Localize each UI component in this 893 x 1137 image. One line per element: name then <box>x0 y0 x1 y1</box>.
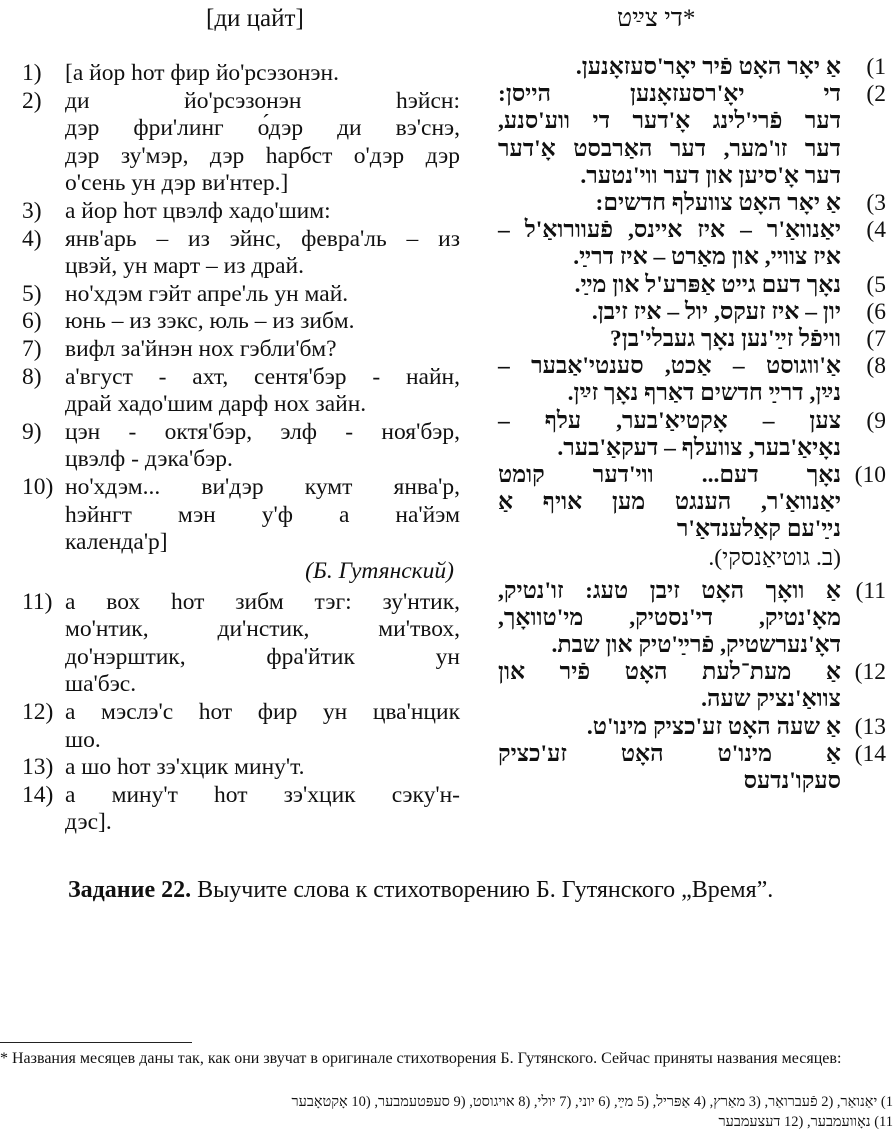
right-verse-number: (3 <box>866 190 886 217</box>
right-verse-text <box>498 217 841 271</box>
left-verse-text <box>65 589 460 699</box>
right-verse-line: צוואַ'נציק שעה. <box>701 686 841 713</box>
right-verse <box>498 659 886 713</box>
right-verse <box>498 54 886 81</box>
left-verse-number: 9) <box>22 418 42 445</box>
right-verse-text <box>498 659 841 713</box>
right-verse <box>498 408 886 462</box>
left-verse-line: вифл за'йнэн нох гэбли'бм? <box>65 335 337 362</box>
left-verse-text <box>65 782 460 837</box>
right-verse-line: דער פֿרי'לינג אָ'דער די ווע'סנע, <box>498 108 841 135</box>
task-label: Задание 22. <box>68 877 192 903</box>
right-verse-line: די יאָ'רסעזאָנען הייסן: <box>498 81 841 108</box>
right-verse-line: סעקו'נדעס <box>743 768 841 795</box>
right-verse <box>498 326 886 353</box>
right-verse <box>498 741 886 795</box>
right-verse-line: יאַנוואַ'ר, הענגט מען אויף אַ <box>498 489 841 516</box>
left-verse-line: цвэлф - дэка'бэр. <box>65 446 233 473</box>
right-verse-line: אַ יאָר האָט צוועלף חדשים: <box>595 190 841 217</box>
right-verse-line: דער זו'מער, דער האַרבסט אָ'דער <box>498 135 841 162</box>
right-verse-text <box>498 578 841 660</box>
left-verse-line: драй хадо'шим дарф нох зайн. <box>65 391 367 418</box>
left-verse-line: но'хдэм гэйт апре'ль ун май. <box>65 280 349 307</box>
right-verse-number: (4 <box>866 217 886 244</box>
left-verse-line: а йор hот цвэлф хадо'шим: <box>65 197 331 224</box>
left-verse-line: дэс]. <box>65 809 112 836</box>
left-verse <box>22 589 460 699</box>
right-verse <box>498 190 886 217</box>
left-column-title: [ди цайт] <box>206 5 304 32</box>
right-verse-text <box>498 272 841 299</box>
left-verse-line: а'вгуст - ахт, сентя'бэр - найн, <box>65 363 460 390</box>
right-verse-line: איז צוויי, און מאַרט – איז דרײַ. <box>573 244 841 271</box>
left-verse-line: ди йо'рсэзонэн hэйсн: <box>65 87 460 114</box>
right-verse-number: (9 <box>866 407 886 434</box>
left-verse-line: ша'бэс. <box>65 671 137 698</box>
left-verse <box>22 474 460 557</box>
left-verse-line: а мину'т hот зэ'хцик сэку'н- <box>65 781 460 808</box>
right-verse <box>498 299 886 326</box>
left-verse-text <box>65 336 460 364</box>
right-verse-line: דער אָ'סיען און דער ווי'נטער. <box>580 162 841 189</box>
footnote-divider <box>0 1042 192 1043</box>
right-verse <box>498 462 886 544</box>
left-verse-number: 3) <box>22 197 42 224</box>
footnote-text: * Названия месяцев даны так, как они звучат в оригинале стихотворения Б. Гутянского. Сейчас приняты названия месяцев: <box>0 1050 842 1067</box>
left-verse-line: [а йор hот фир йо'рсэзонэн. <box>65 60 339 86</box>
right-verse-text <box>498 299 841 326</box>
right-verse-line: אַ יאָר האָט פֿיר יאָר'סעזאָנען. <box>575 54 841 80</box>
left-verse-number: 13) <box>22 754 54 781</box>
left-verse-line: янв'арь – из эйнс, февра'ль – из <box>65 225 460 252</box>
right-verse-line: נײַ'עם קאַלענדאַ'ר <box>676 516 841 543</box>
right-verse-line: יון – איז זעקס, יול – איז זיבן. <box>591 298 841 325</box>
left-verse <box>22 60 460 88</box>
right-verse <box>498 81 886 190</box>
right-verse-line: צען – אָקטיאַ'בער, עלף – <box>498 407 841 434</box>
right-verse-number: (6 <box>866 298 886 325</box>
right-verse-number: (8 <box>866 353 886 380</box>
footnote-months-line-2: 11) נאָוועמבער, (12 דעצעמבער <box>718 1114 893 1130</box>
right-verse-number: (13 <box>854 713 886 740</box>
right-verse-text <box>498 408 841 462</box>
right-verse-line: אַ מינו'ט האָט זע'כציק <box>498 740 841 767</box>
left-verse-number: 7) <box>22 335 42 362</box>
left-verse-text <box>65 281 460 309</box>
footnote-months-line-1: 1) יאַנואַר, (2 פֿעברואַר, (3 מאַרץ, (4 אַפּריל, (5 מײַ, (6 יוני, (7 יולי, (8 אויגוסט, (9 סעפּטעמבער, (10 אָקטאָבער <box>291 1094 893 1110</box>
left-verse <box>22 308 460 336</box>
right-verse-number: (14 <box>854 740 886 767</box>
left-verse <box>22 699 460 754</box>
task-paragraph <box>22 874 860 907</box>
right-column-title: *די צײַט <box>617 5 696 32</box>
right-verse-line: נאָיאַ'בער, צוועלף – דעקאַ'בער. <box>557 434 841 461</box>
left-verse-number: 8) <box>22 363 42 390</box>
left-verse <box>22 754 460 782</box>
left-verse-line: календа'р] <box>65 529 168 556</box>
left-verse-number: 4) <box>22 225 42 252</box>
left-verse-line: дэр фри'линг о́дэр ди вэ'снэ, <box>65 115 460 142</box>
right-verse-number: (11 <box>855 577 886 604</box>
left-verse-line: шо. <box>65 726 101 753</box>
right-verse-line: נאָך דעם... ווי'דער קומט <box>498 462 841 489</box>
right-verse <box>498 217 886 271</box>
right-verse-line: אַ'ווגוסט – אַכט, סענטי'אַבער – <box>498 353 841 380</box>
left-verse-text <box>65 699 460 754</box>
right-verse-text <box>498 353 841 407</box>
left-verse <box>22 364 460 419</box>
footnote-months <box>0 1092 893 1132</box>
left-author-signature: (Б. Гутянский) <box>305 557 454 584</box>
right-verse-text <box>498 81 841 190</box>
right-verse <box>498 272 886 299</box>
right-verse-line: אַ שעה האָט זע'כציק מינו'ט. <box>586 713 841 740</box>
right-verse-number: (10 <box>854 462 886 489</box>
right-verse-line: דאָ'נערשטיק, פֿרײַ'טיק און שבת. <box>551 632 841 659</box>
left-verse-text <box>65 60 460 88</box>
left-verse-line: а мэслэ'с hот фир ун цва'нцик <box>65 699 460 726</box>
right-verse-text <box>498 714 841 741</box>
left-verse-line: до'нэрштик, фра'йтик ун <box>65 643 460 670</box>
left-verse <box>22 782 460 837</box>
left-verse-number: 14) <box>22 781 54 808</box>
left-verse-line: о'сень ун дэр ви'нтер.] <box>65 170 289 197</box>
left-verse-number: 12) <box>22 699 54 726</box>
left-verse-line: мо'нтик, ди'нстик, ми'твох, <box>65 616 460 643</box>
right-verse-text <box>498 190 841 217</box>
left-verse <box>22 198 460 226</box>
right-verse-line: יאַנוואַ'ר – איז איינס, פֿעוורואַ'ל – <box>498 217 841 244</box>
right-verse-line: מאָ'נטיק, די'נסטיק, מי'טוואָך, <box>498 604 841 631</box>
right-verse-line: אַ וואָך האָט זיבן טעג: זו'נטיק, <box>498 577 841 604</box>
right-verse-number: (5 <box>866 271 886 298</box>
left-verse-number: 1) <box>22 60 42 86</box>
left-verse <box>22 419 460 474</box>
right-verse-text <box>498 54 841 81</box>
left-verse-number: 10) <box>22 473 54 500</box>
right-verse-text <box>498 462 841 544</box>
left-verse-line: цвэй, ун март – из драй. <box>65 253 304 280</box>
right-verse-line: נאָך דעם גייט אַפּרע'ל און מײַ. <box>574 271 841 298</box>
left-verse-line: юнь – из зэкс, юль – из зибм. <box>65 308 355 335</box>
right-verse-number: (7 <box>866 326 886 353</box>
left-verse-text <box>65 419 460 474</box>
left-verse-text <box>65 308 460 336</box>
yiddish-column <box>498 54 886 795</box>
left-verse <box>22 226 460 281</box>
left-verse-line: но'хдэм... ви'дэр кумт янва'р, <box>65 473 460 500</box>
right-author-signature: (ב. גוטיאַנסקי). <box>708 544 841 571</box>
right-verse-text <box>498 326 841 353</box>
right-verse-number: (1 <box>866 54 886 80</box>
left-verse-line: дэр зу'мэр, дэр hарбст о'дэр дэр <box>65 142 460 169</box>
right-verse <box>498 578 886 660</box>
left-verse-number: 5) <box>22 280 42 307</box>
left-verse <box>22 88 460 198</box>
left-verse-number: 6) <box>22 308 42 335</box>
left-verse-text <box>65 754 460 782</box>
right-verse-line: וויפֿל זײַ'נען נאָך געבלי'בן? <box>609 326 841 353</box>
left-verse-text <box>65 198 460 226</box>
right-verse-line: אַ מעת־לעת האָט פֿיר און <box>498 659 841 686</box>
left-verse-text <box>65 364 460 419</box>
right-verse <box>498 353 886 407</box>
left-verse-line: цэн - октя'бэр, элф - ноя'бэр, <box>65 418 460 445</box>
left-verse-line: hэйнгт мэн у'ф а на'йэм <box>65 501 460 528</box>
right-verse-text <box>498 741 841 795</box>
right-verse-number: (12 <box>854 659 886 686</box>
left-verse <box>22 336 460 364</box>
right-verse <box>498 714 886 741</box>
right-verse-line: נײַן, דרײַ חדשים דאַרף נאָך זײַן. <box>567 380 841 407</box>
left-verse-text <box>65 474 460 557</box>
right-verse-number: (2 <box>866 81 886 108</box>
left-verse-line: а вох hот зибм тэг: зу'нтик, <box>65 588 460 615</box>
left-verse-line: а шо hот зэ'хцик мину'т. <box>65 754 305 781</box>
left-verse <box>22 281 460 309</box>
left-verse-text <box>65 226 460 281</box>
transliteration-column <box>22 60 460 837</box>
task-text: Выучите слова к стихотворению Б. Гутянского „Время”. <box>191 877 774 903</box>
left-verse-text <box>65 88 460 198</box>
left-verse-number: 2) <box>22 87 42 114</box>
left-verse-number: 11) <box>22 588 53 615</box>
